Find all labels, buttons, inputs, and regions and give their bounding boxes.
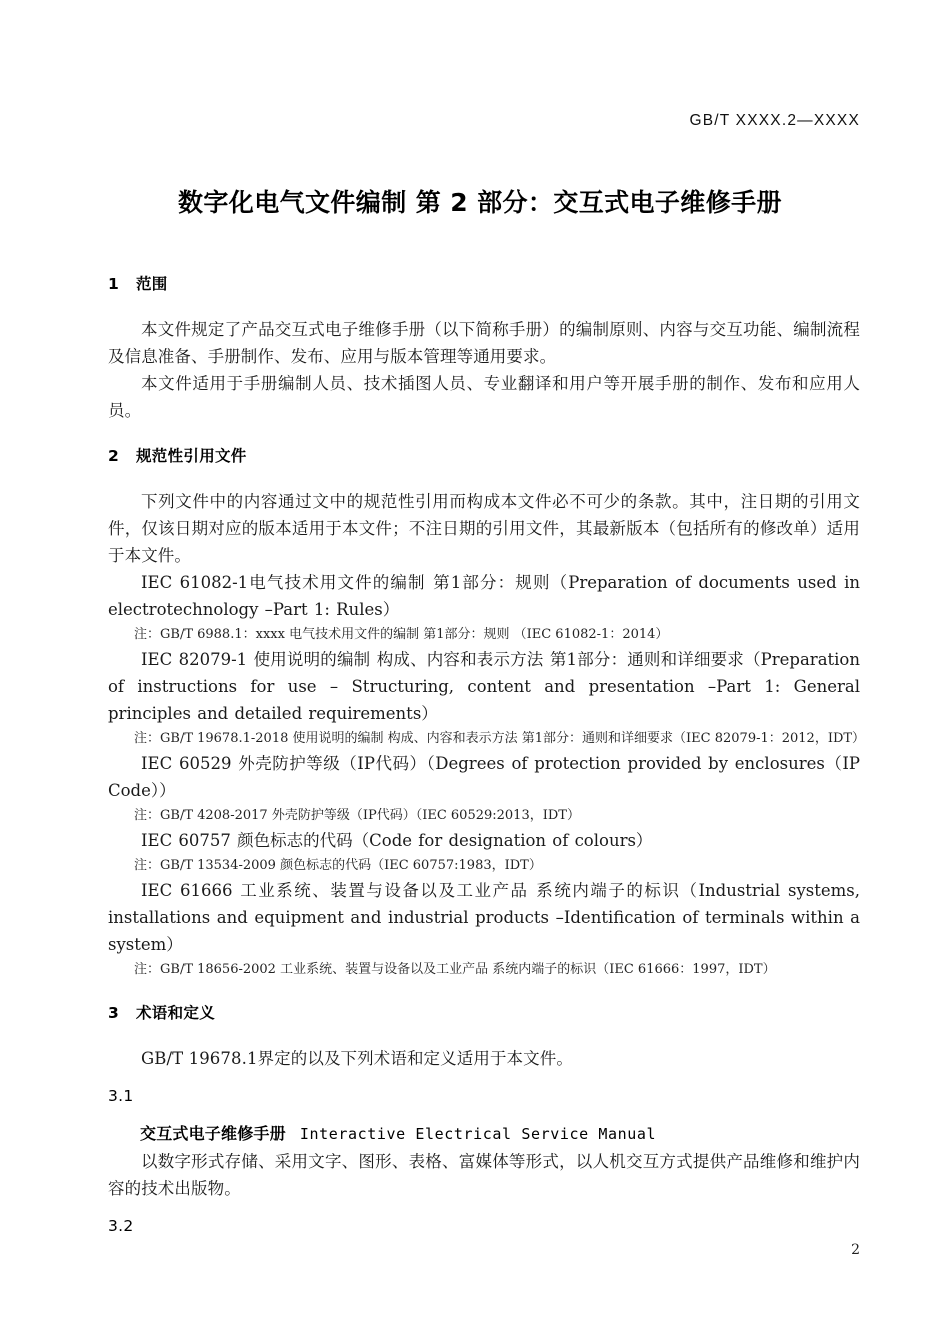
clause-title-2: 规范性引用文件 <box>136 447 247 465</box>
normative-reference-note-iec-60529: 注：GB/T 4208-2017 外壳防护等级（IP代码）（IEC 60529:2013，IDT） <box>134 808 580 823</box>
page-number: 2 <box>851 1242 860 1258</box>
normative-reference-iec-60529: IEC 60529 外壳防护等级（IP代码）（Degrees of protection provided by enclosures（IP Code）） <box>108 754 860 800</box>
normative-reference-note-iec-60757: 注：GB/T 13534-2009 颜色标志的代码（IEC 60757:1983，IDT） <box>134 858 542 873</box>
spacer <box>108 466 860 488</box>
clause-number-3: 3 <box>108 1004 120 1022</box>
page-header-standard-number: GB/T XXXX.2—XXXX <box>689 112 860 129</box>
clause-number-1: 1 <box>108 275 120 293</box>
clause-1-paragraph-1: 本文件规定了产品交互式电子维修手册（以下简称手册）的编制原则、内容与交互功能、编制流程及信息准备、手册制作、发布、应用与版本管理等通用要求。 <box>108 320 860 366</box>
spacer <box>108 1202 860 1216</box>
clause-3-intro: GB/T 19678.1界定的以及下列术语和定义适用于本文件。 <box>141 1049 573 1068</box>
normative-reference-iec-60757: IEC 60757 颜色标志的代码（Code for designation of colours） <box>141 831 653 850</box>
term-definition-3-1: 以数字形式存储、采用文字、图形、表格、富媒体等形式，以人机交互方式提供产品维修和维护内容的技术出版物。 <box>108 1152 860 1198</box>
normative-reference-note-iec-82079-1: 注：GB/T 19678.1-2018 使用说明的编制 构成、内容和表示方法 第1部分：通则和详细要求（IEC 82079-1：2012，IDT） <box>134 731 866 746</box>
spacer <box>108 294 860 316</box>
term-entry-3-1 <box>108 1120 860 1148</box>
document-body <box>108 274 866 1236</box>
term-chinese-3-1: 交互式电子维修手册 <box>140 1124 286 1143</box>
spacer <box>108 1072 860 1086</box>
clause-title-3: 术语和定义 <box>136 1004 216 1022</box>
normative-reference-iec-61666: IEC 61666 工业系统、装置与设备以及工业产品 系统内端子的标识（Industrial systems, installations and equipment and industrial products –Identification of terminals within a system） <box>108 881 860 954</box>
spacer <box>108 981 860 1003</box>
clause-2-intro: 下列文件中的内容通过文中的规范性引用而构成本文件必不可少的条款。其中，注日期的引用文件，仅该日期对应的版本适用于本文件；不注日期的引用文件，其最新版本（包括所有的修改单）适用于本文件。 <box>108 492 860 565</box>
clause-title-1: 范围 <box>136 275 168 293</box>
spacer <box>108 1106 860 1120</box>
spacer <box>108 1023 860 1045</box>
clause-number-2: 2 <box>108 447 120 465</box>
normative-reference-note-iec-61082-1: 注：GB/T 6988.1：xxxx 电气技术用文件的编制 第1部分：规则 （IEC 61082-1：2014） <box>134 627 669 642</box>
subclause-number-3-1: 3.1 <box>108 1087 134 1105</box>
page-title: 数字化电气文件编制 第 2 部分：交互式电子维修手册 <box>178 188 782 217</box>
normative-reference-iec-82079-1: IEC 82079-1 使用说明的编制 构成、内容和表示方法 第1部分：通则和详细要求（Preparation of instructions for use – Structuring, content and presentation –Part 1: General principles and detailed requirements） <box>108 650 860 723</box>
term-english-3-1: Interactive Electrical Service Manual <box>299 1125 657 1143</box>
clause-heading-2 <box>108 446 860 466</box>
subclause-number-3-2: 3.2 <box>108 1217 134 1235</box>
normative-reference-iec-61082-1: IEC 61082-1电气技术用文件的编制 第1部分：规则（Preparation of documents used in electrotechnology –Part 1: Rules） <box>108 573 860 619</box>
clause-1-paragraph-2: 本文件适用于手册编制人员、技术插图人员、专业翻译和用户等开展手册的制作、发布和应用人员。 <box>108 374 860 420</box>
spacer <box>108 424 860 446</box>
normative-reference-note-iec-61666: 注：GB/T 18656-2002 工业系统、装置与设备以及工业产品 系统内端子的标识（IEC 61666：1997，IDT） <box>134 962 776 977</box>
clause-heading-3 <box>108 1003 860 1023</box>
clause-heading-1 <box>108 274 860 294</box>
